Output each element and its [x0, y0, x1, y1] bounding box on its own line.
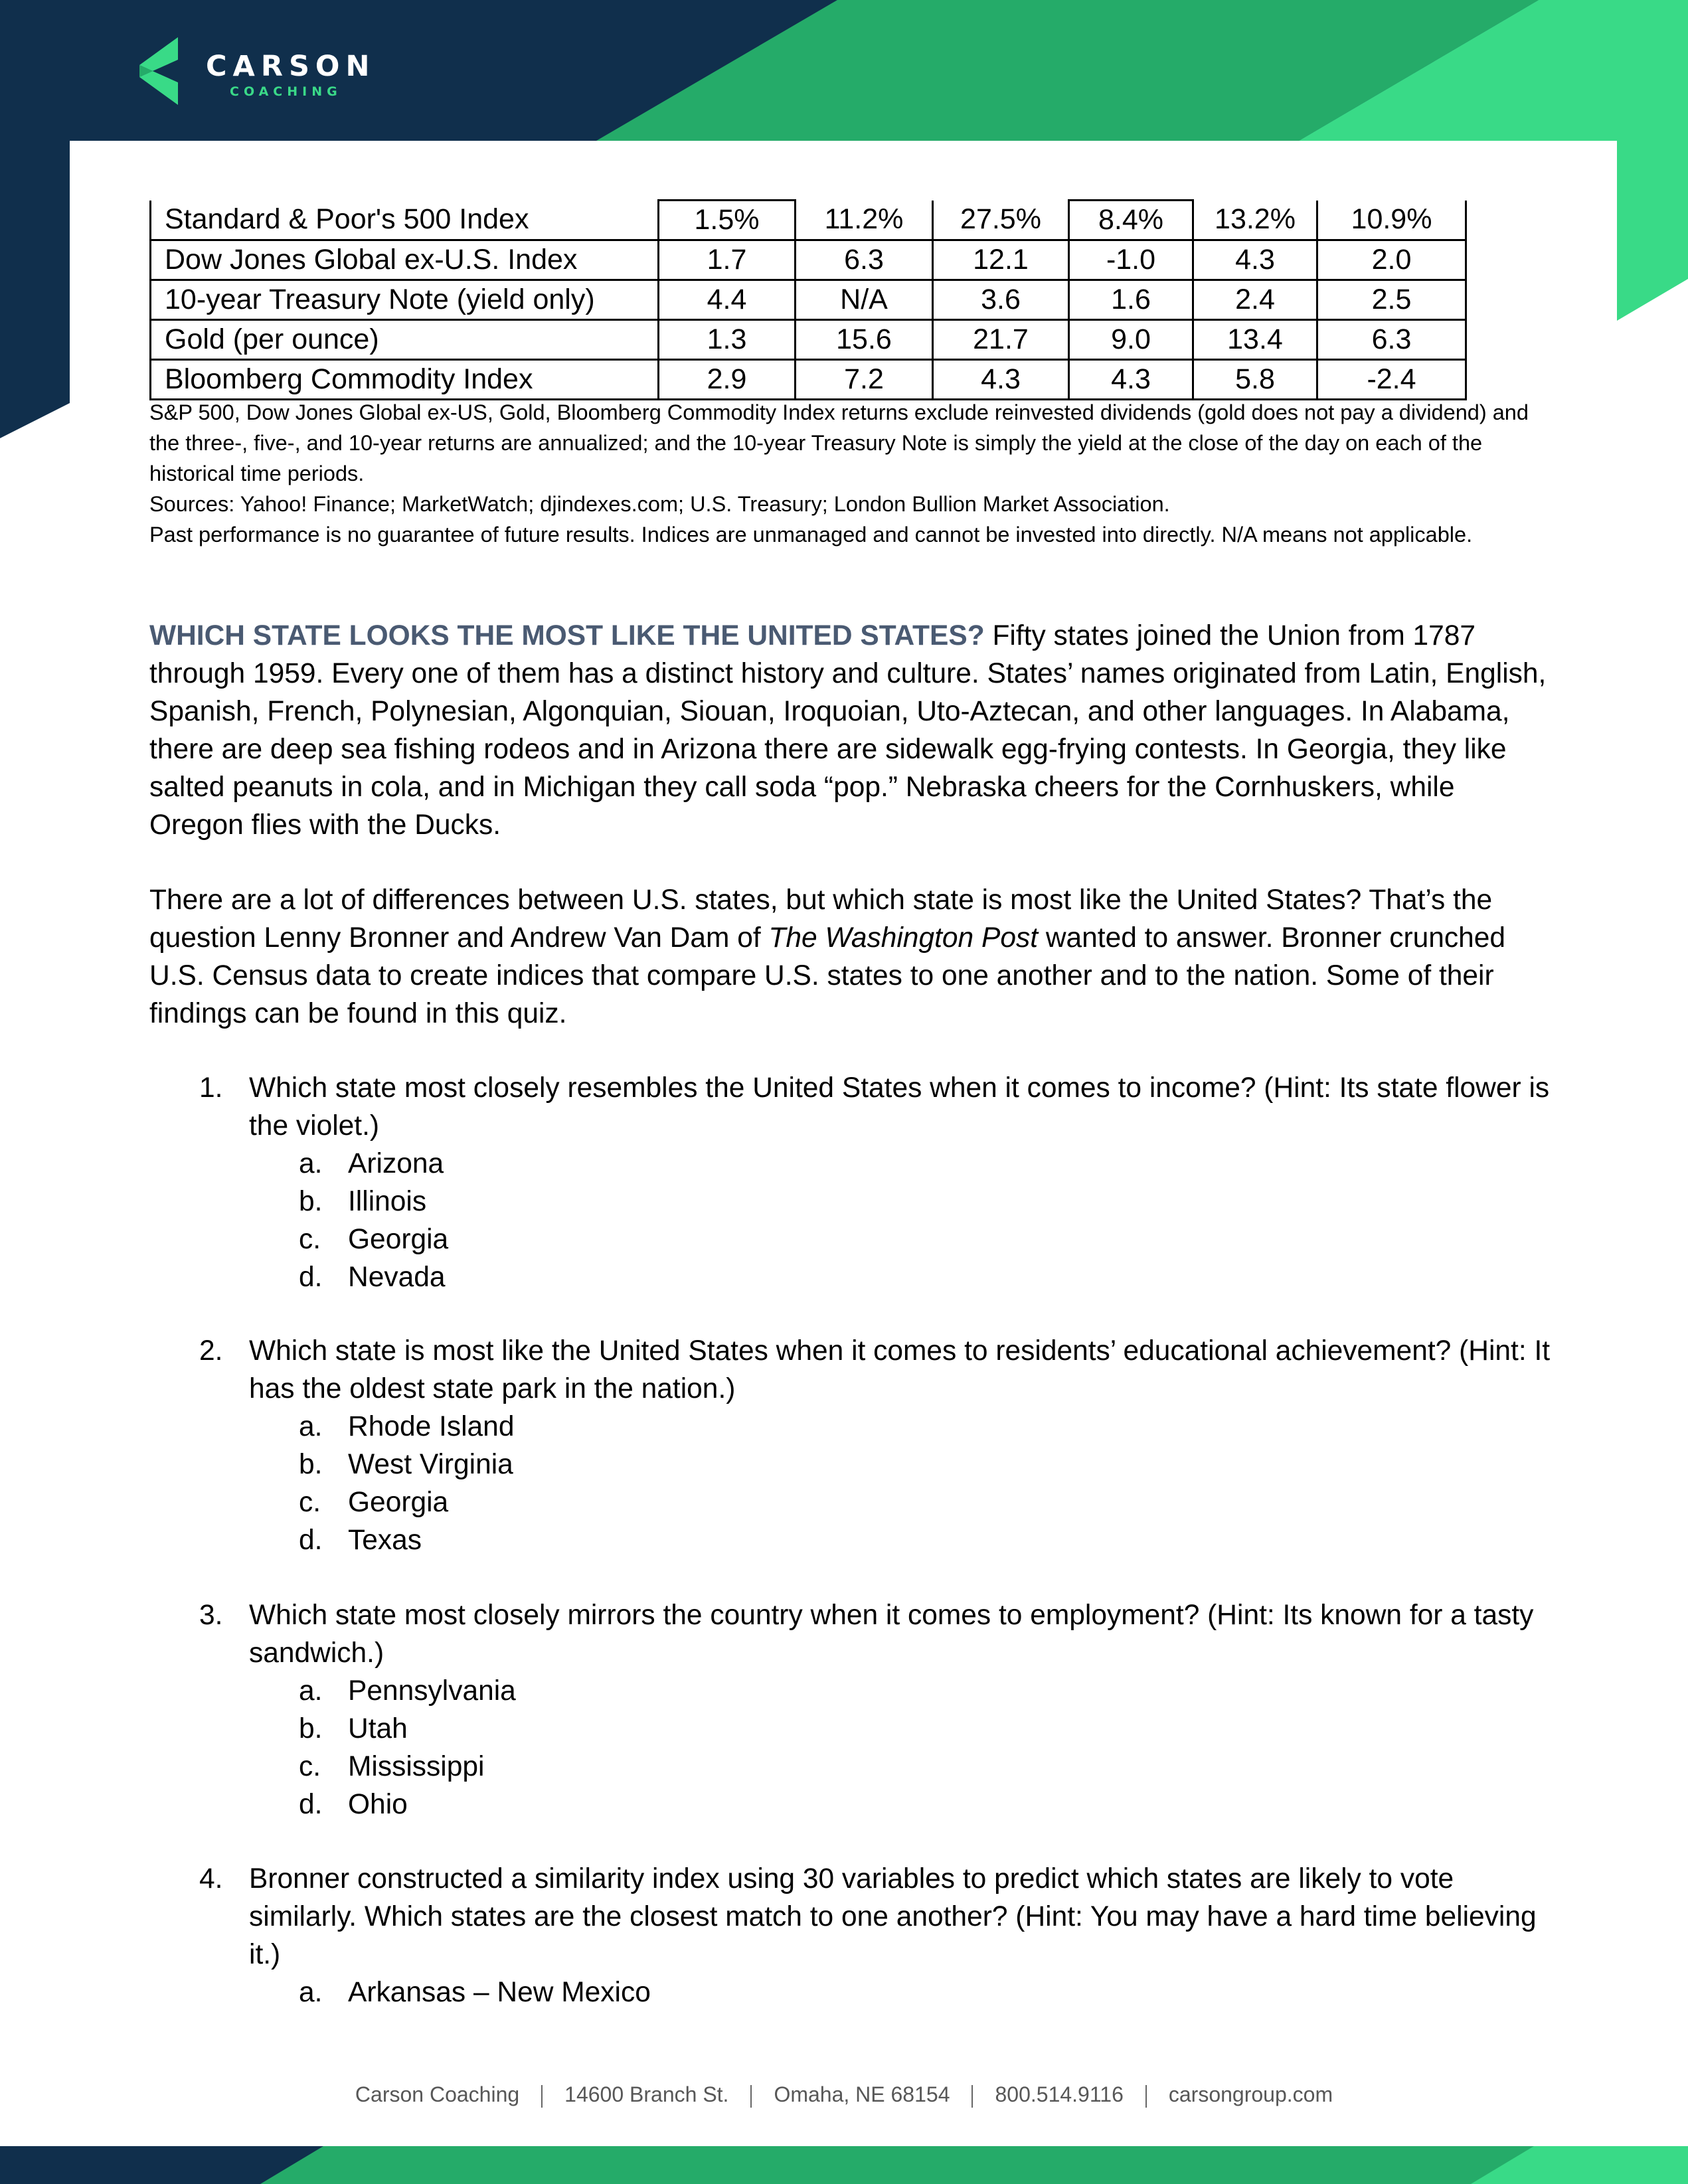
logo-subtitle: COACHING [230, 84, 342, 99]
table-cell: 21.7 [933, 320, 1069, 360]
option-letter: a. [299, 1675, 323, 1707]
table-cell: 27.5% [933, 201, 1069, 240]
option-text: Nevada [348, 1262, 446, 1293]
quiz-question-3 [199, 1596, 1554, 1823]
option-letter: c. [299, 1751, 321, 1782]
option-letter: a. [299, 1411, 323, 1442]
answer-option [299, 1710, 1554, 1748]
methodology-note: S&P 500, Dow Jones Global ex-US, Gold, Bloomberg Commodity Index returns exclude reinvested dividends (gold does not pay a dividend) and the three-, five-, and 10-year returns are annualized; and the 10-year Treasury Note is simply the yield at the close of the day on each of the historical time periods. [149, 400, 1529, 485]
answer-option [299, 1672, 1554, 1710]
quiz-question-1 [199, 1069, 1554, 1296]
answer-option [299, 1748, 1554, 1786]
option-text: Rhode Island [348, 1411, 515, 1442]
option-text: Arizona [348, 1148, 444, 1179]
table-cell: 2.4 [1193, 280, 1317, 320]
question-number: 1. [199, 1072, 223, 1104]
answer-option [299, 1974, 1554, 2011]
intro-text: Fifty states joined the Union from 1787 through 1959. Every one of them has a distinct history and culture. States’ names originated from Latin, English, Spanish, French, Polynesian, Algonquian, Siouan, Iroquoian, Uto-Aztecan, and other languages. In Alabama, there are deep sea fishing rodeos and in Arizona there are sidewalk egg-frying contests. In Georgia, they like salted peanuts in cola, and in Michigan they call soda “pop.” Nebraska cheers for the Cornhuskers, while Oregon flies with the Ducks. [149, 620, 1547, 841]
footer-divider [1145, 2085, 1147, 2108]
sources-note: Sources: Yahoo! Finance; MarketWatch; djindexes.com; U.S. Treasury; London Bullion Market Association. [149, 492, 1170, 516]
question-number: 2. [199, 1335, 223, 1367]
question-text: Bronner constructed a similarity index using 30 variables to predict which states are likely to vote similarly. Which states are the closest match to one another? (Hint: You may have a hard time believing it.) [249, 1863, 1537, 1970]
table-cell: -1.0 [1069, 240, 1193, 280]
table-cell: 6.3 [796, 240, 933, 280]
answer-option [299, 1258, 1554, 1296]
index-name: Dow Jones Global ex-U.S. Index [151, 240, 659, 280]
quiz-question-4 [199, 1860, 1554, 2011]
table-cell: 2.9 [659, 360, 796, 400]
publication-name: The Washington Post [768, 922, 1039, 954]
table-cell: 6.3 [1317, 320, 1466, 360]
option-letter: c. [299, 1487, 321, 1518]
option-letter: a. [299, 1148, 323, 1179]
table-cell: 2.5 [1317, 280, 1466, 320]
table-row [151, 240, 1466, 280]
index-name: 10-year Treasury Note (yield only) [151, 280, 659, 320]
index-name: Gold (per ounce) [151, 320, 659, 360]
table-cell: 15.6 [796, 320, 933, 360]
option-letter: c. [299, 1224, 321, 1255]
table-cell: N/A [796, 280, 933, 320]
table-cell: 8.4% [1069, 201, 1193, 240]
footer-company: Carson Coaching [355, 2082, 520, 2106]
table-cell: 11.2% [796, 201, 933, 240]
table-cell: 5.8 [1193, 360, 1317, 400]
table-cell: 2.0 [1317, 240, 1466, 280]
table-cell: 4.4 [659, 280, 796, 320]
market-returns-table [149, 199, 1467, 400]
quiz-question-2 [199, 1332, 1554, 1559]
table-cell: 12.1 [933, 240, 1069, 280]
option-text: Arkansas – New Mexico [348, 1977, 651, 2008]
option-letter: b. [299, 1713, 323, 1744]
table-cell: 3.6 [933, 280, 1069, 320]
table-cell: 4.3 [1193, 240, 1317, 280]
index-name: Standard & Poor's 500 Index [151, 201, 659, 240]
table-cell: 4.3 [933, 360, 1069, 400]
option-letter: d. [299, 1262, 323, 1293]
table-cell: 9.0 [1069, 320, 1193, 360]
table-row [151, 201, 1466, 240]
footer-website[interactable]: carsongroup.com [1168, 2082, 1333, 2106]
index-name: Bloomberg Commodity Index [151, 360, 659, 400]
option-text: Ohio [348, 1789, 408, 1820]
footer-street: 14600 Branch St. [564, 2082, 729, 2106]
table-cell: 1.3 [659, 320, 796, 360]
table-cell: 7.2 [796, 360, 933, 400]
answer-option [299, 1145, 1554, 1183]
answer-option [299, 1786, 1554, 1823]
option-letter: b. [299, 1186, 323, 1217]
article-headline: WHICH STATE LOOKS THE MOST LIKE THE UNITED STATES? [149, 620, 985, 651]
footer-divider [750, 2085, 752, 2108]
para2-text-a: There are a lot of differences between U.S. states, but which state is most like the United States? That’s the question Lenny Bronner and Andrew Van Dam of [149, 884, 1493, 954]
table-cell: 1.5% [659, 201, 796, 240]
page-footer [0, 2079, 1688, 2110]
disclaimer-note: Past performance is no guarantee of future results. Indices are unmanaged and cannot be invested into directly. N/A means not applicable. [149, 523, 1473, 546]
option-text: Texas [348, 1525, 422, 1556]
option-text: Utah [348, 1713, 408, 1744]
table-row [151, 360, 1466, 400]
table-cell: 1.7 [659, 240, 796, 280]
option-letter: d. [299, 1789, 323, 1820]
option-text: Illinois [348, 1186, 427, 1217]
question-number: 4. [199, 1863, 223, 1894]
table-cell: 10.9% [1317, 201, 1466, 240]
para2-text-b: wanted to answer. Bronner crunched U.S. Census data to create indices that compare U.S. states to one another and to the nation. Some of their findings can be found in this quiz. [149, 922, 1506, 1029]
footer-phone: 800.514.9116 [995, 2082, 1124, 2106]
question-text: Which state is most like the United States when it comes to residents’ educational achievement? (Hint: It has the oldest state park in the nation.) [249, 1335, 1551, 1404]
option-letter: a. [299, 1977, 323, 2008]
article-paragraph-2 [149, 881, 1551, 1033]
answer-option [299, 1483, 1554, 1521]
answer-option [299, 1183, 1554, 1220]
option-letter: d. [299, 1525, 323, 1556]
table-row [151, 280, 1466, 320]
table-cell: 4.3 [1069, 360, 1193, 400]
option-text: Mississippi [348, 1751, 485, 1782]
question-text: Which state most closely resembles the United States when it comes to income? (Hint: Its state flower is the violet.) [249, 1072, 1550, 1141]
logo-wordmark: CARSON [206, 50, 376, 83]
table-cell: 1.6 [1069, 280, 1193, 320]
option-text: Georgia [348, 1487, 449, 1518]
footer-divider [541, 2085, 543, 2108]
footer-city: Omaha, NE 68154 [774, 2082, 950, 2106]
table-cell: 13.4 [1193, 320, 1317, 360]
logo-chevron-icon [139, 37, 178, 105]
question-number: 3. [199, 1600, 223, 1631]
option-text: Pennsylvania [348, 1675, 516, 1707]
question-text: Which state most closely mirrors the country when it comes to employment? (Hint: Its known for a tasty sandwich.) [249, 1600, 1534, 1669]
answer-option [299, 1408, 1554, 1446]
option-text: West Virginia [348, 1449, 513, 1480]
table-row [151, 320, 1466, 360]
carson-coaching-logo [139, 37, 405, 106]
article-intro [149, 617, 1551, 844]
answer-option [299, 1220, 1554, 1258]
table-cell: 13.2% [1193, 201, 1317, 240]
table-cell: -2.4 [1317, 360, 1466, 400]
answer-option [299, 1446, 1554, 1483]
option-letter: b. [299, 1449, 323, 1480]
footer-divider [971, 2085, 973, 2108]
answer-option [299, 1521, 1554, 1559]
table-footnotes [149, 397, 1531, 550]
option-text: Georgia [348, 1224, 449, 1255]
